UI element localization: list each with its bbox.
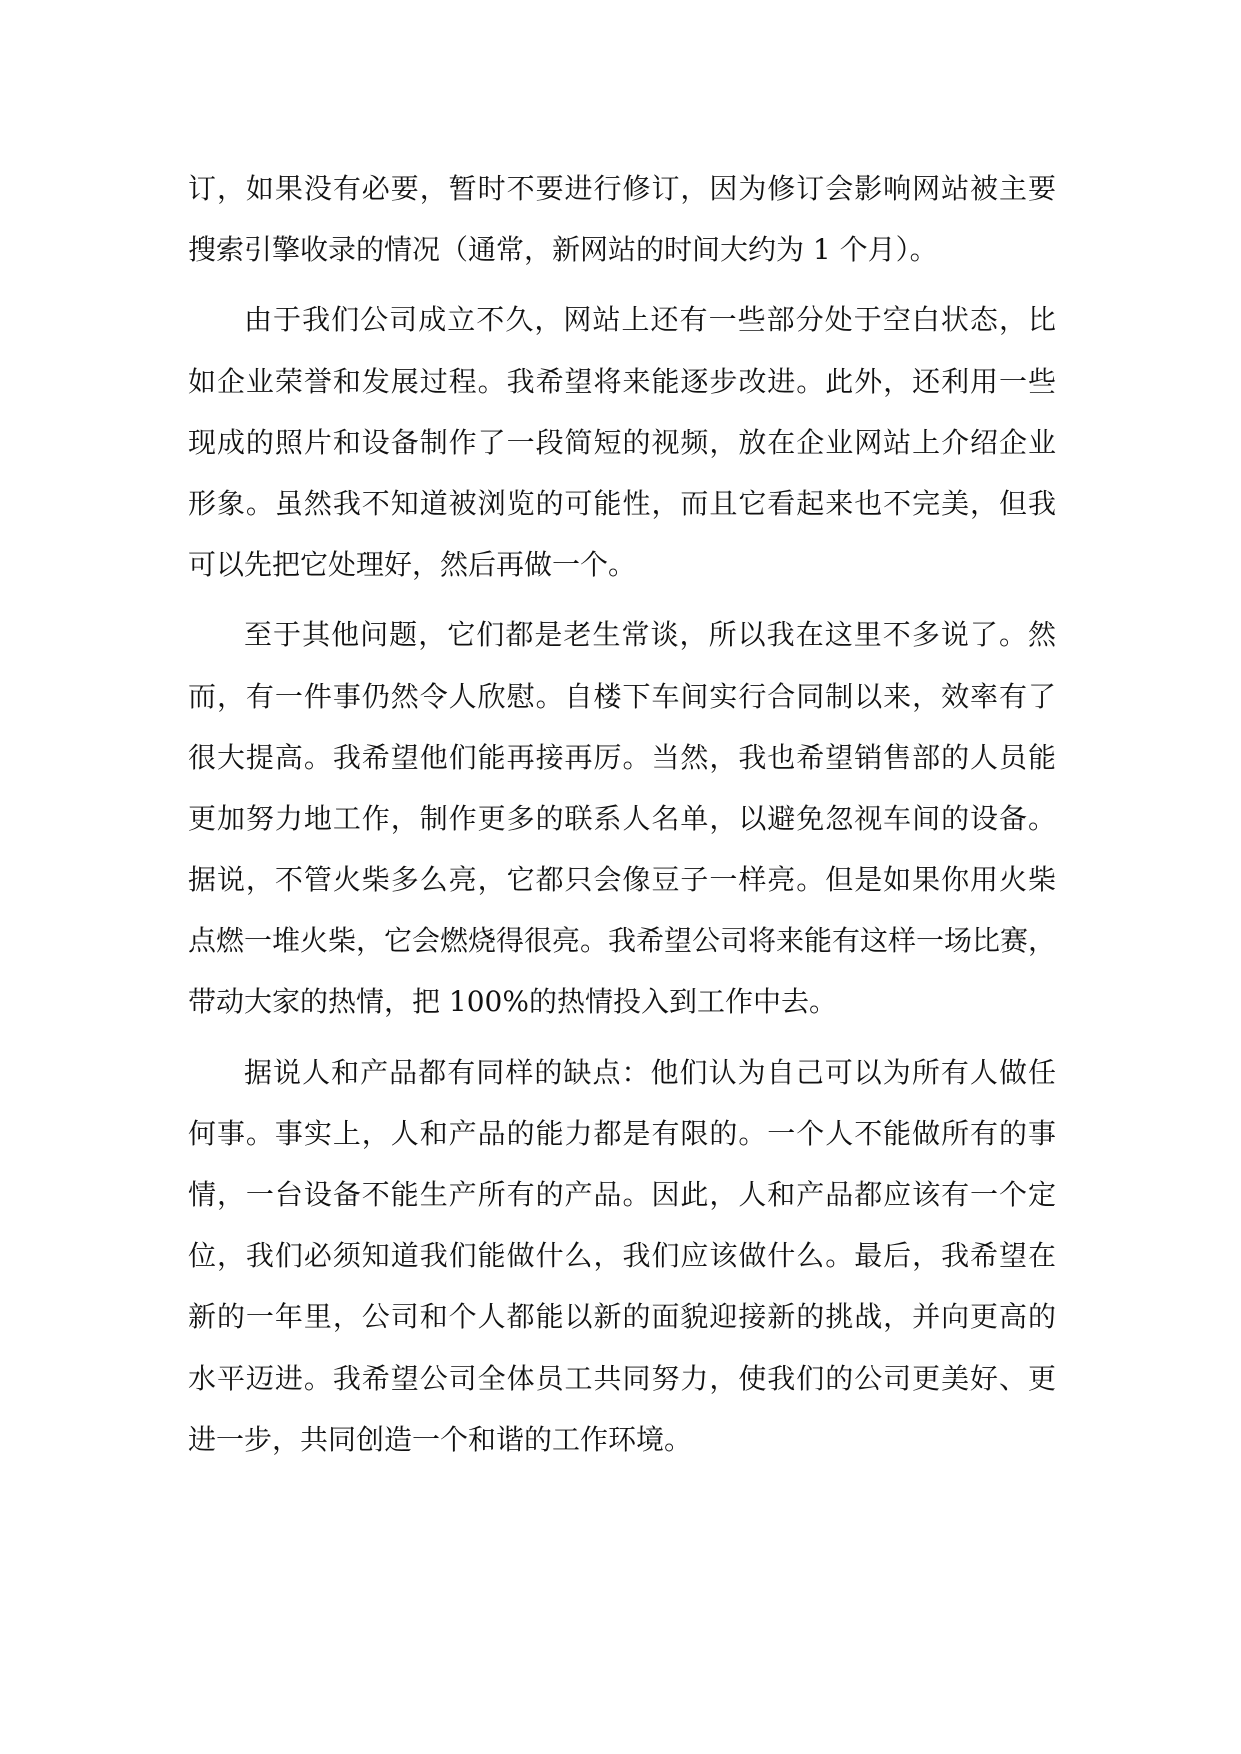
text-line: 更加努力地工作，制作更多的联系人名单，以避免忽视车间的设备。 — [188, 801, 1056, 835]
text-line: 何事。事实上，人和产品的能力都是有限的。一个人不能做所有的事 — [188, 1116, 1056, 1150]
text-line: 至于其他问题，它们都是老生常谈，所以我在这里不多说了。然 — [244, 618, 1056, 652]
paragraph — [188, 289, 1056, 595]
text-line: 而，有一件事仍然令人欣慰。自楼下车间实行合同制以来，效率有了 — [188, 679, 1056, 713]
text-line: 带动大家的热情，把 100%的热情投入到工作中去。 — [188, 985, 837, 1019]
text-line: 据说，不管火柴多么亮，它都只会像豆子一样亮。但是如果你用火柴 — [188, 863, 1056, 897]
text-line: 很大提高。我希望他们能再接再厉。当然，我也希望销售部的人员能 — [188, 740, 1056, 774]
paragraph — [188, 1042, 1056, 1470]
text-line: 据说人和产品都有同样的缺点：他们认为自己可以为所有人做任 — [244, 1055, 1056, 1089]
paragraph — [188, 158, 1056, 280]
text-line: 新的一年里，公司和个人都能以新的面貌迎接新的挑战，并向更高的 — [188, 1300, 1056, 1334]
text-line: 形象。虽然我不知道被浏览的可能性，而且它看起来也不完美，但我 — [188, 486, 1056, 520]
text-line: 订，如果没有必要，暂时不要进行修订，因为修订会影响网站被主要 — [188, 172, 1056, 205]
paragraph — [188, 604, 1056, 1032]
text-line: 现成的照片和设备制作了一段简短的视频，放在企业网站上介绍企业 — [188, 425, 1056, 459]
body-text — [188, 158, 1056, 1470]
text-line: 水平迈进。我希望公司全体员工共同努力，使我们的公司更美好、更 — [188, 1361, 1056, 1395]
text-line: 进一步，共同创造一个和谐的工作环境。 — [188, 1422, 693, 1456]
text-line: 情，一台设备不能生产所有的产品。因此，人和产品都应该有一个定 — [188, 1178, 1056, 1211]
text-line: 搜索引擎收录的情况（通常，新网站的时间大约为 1 个月）。 — [188, 233, 938, 267]
text-line: 可以先把它处理好，然后再做一个。 — [188, 548, 637, 582]
text-line: 由于我们公司成立不久，网站上还有一些部分处于空白状态，比 — [244, 303, 1056, 337]
text-line: 点燃一堆火柴，它会燃烧得很亮。我希望公司将来能有这样一场比赛， — [188, 924, 1057, 958]
text-line: 位，我们必须知道我们能做什么，我们应该做什么。最后，我希望在 — [188, 1239, 1056, 1273]
text-line: 如企业荣誉和发展过程。我希望将来能逐步改进。此外，还利用一些 — [188, 364, 1056, 398]
